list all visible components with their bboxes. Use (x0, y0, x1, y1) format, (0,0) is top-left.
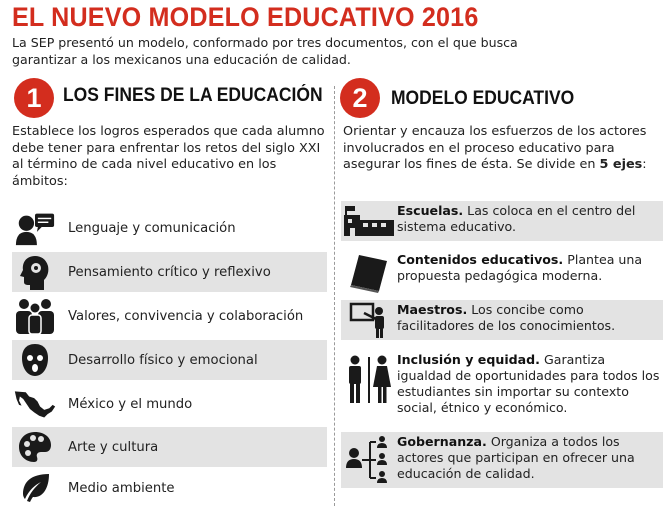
list-item (12, 296, 327, 336)
list-item-label: Medio ambiente (68, 480, 175, 496)
column-divider (334, 86, 335, 506)
book-icon (341, 250, 397, 296)
list-item-label: Valores, convivencia y colaboración (68, 308, 304, 324)
list-item-text: Escuelas. Las coloca en el centro del sistema educativo. (397, 203, 636, 234)
list-item-text: Gobernanza. Organiza a todos los actores que participan en ofrecer una educación de calidad. (397, 434, 635, 481)
mexico-map-icon (14, 384, 56, 424)
section2-number-badge: 2 (340, 78, 380, 118)
section1-text: Establece los logros esperados que cada alumno debe tener para enfrentar los retos del siglo XXI al término de cada nivel educativo en los ámbitos: (12, 124, 325, 189)
list-item (12, 427, 327, 467)
leaf-icon (14, 468, 56, 508)
list-item (12, 468, 327, 508)
group-people-icon (14, 296, 56, 336)
list-item (12, 340, 327, 380)
man-woman-icon (341, 350, 397, 410)
list-item (341, 250, 663, 296)
list-item-label: Desarrollo físico y emocional (68, 352, 258, 368)
head-thinking-icon (14, 252, 56, 292)
section2-text: Orientar y encauza los esfuerzos de los actores involucrados en el proceso educativo para asegurar los fines de ésta. Se divide en 5 ejes: (343, 124, 647, 172)
list-item-label: Lenguaje y comunicación (68, 220, 236, 236)
list-item-text: Inclusión y equidad. Garantiza igualdad de oportunidades para todos los estudiantes sin importar su contexto social, étnico y económico. (397, 352, 660, 415)
list-item (12, 208, 327, 248)
section2-title: MODELO EDUCATIVO (391, 88, 575, 109)
section1-title: LOS FINES DE LA EDUCACIÓN (63, 85, 323, 106)
school-building-icon (341, 201, 397, 241)
palette-icon (14, 427, 56, 467)
list-item (341, 201, 663, 241)
list-item-text: Contenidos educativos. Plantea una propuesta pedagógica moderna. (397, 252, 643, 283)
page-title: EL NUEVO MODELO EDUCATIVO 2016 (12, 2, 479, 32)
list-item-label: México y el mundo (68, 396, 193, 412)
list-item-label: Arte y cultura (68, 439, 159, 455)
list-item-label: Pensamiento crítico y reflexivo (68, 264, 271, 280)
list-item (341, 300, 663, 340)
list-item (341, 432, 663, 488)
section1-number-badge: 1 (14, 78, 54, 118)
emotional-face-icon (14, 340, 56, 380)
list-item-text: Maestros. Los concibe como facilitadores de los conocimientos. (397, 302, 616, 333)
intro-text: La SEP presentó un modelo, conformado por tres documentos, con el que busca garantizar a los mexicanos una educación de calidad. (12, 35, 518, 67)
speech-person-icon (14, 208, 56, 248)
teacher-board-icon (341, 300, 397, 340)
list-item (12, 252, 327, 292)
list-item (341, 350, 663, 424)
org-chart-people-icon (341, 432, 397, 488)
list-item (12, 384, 327, 424)
